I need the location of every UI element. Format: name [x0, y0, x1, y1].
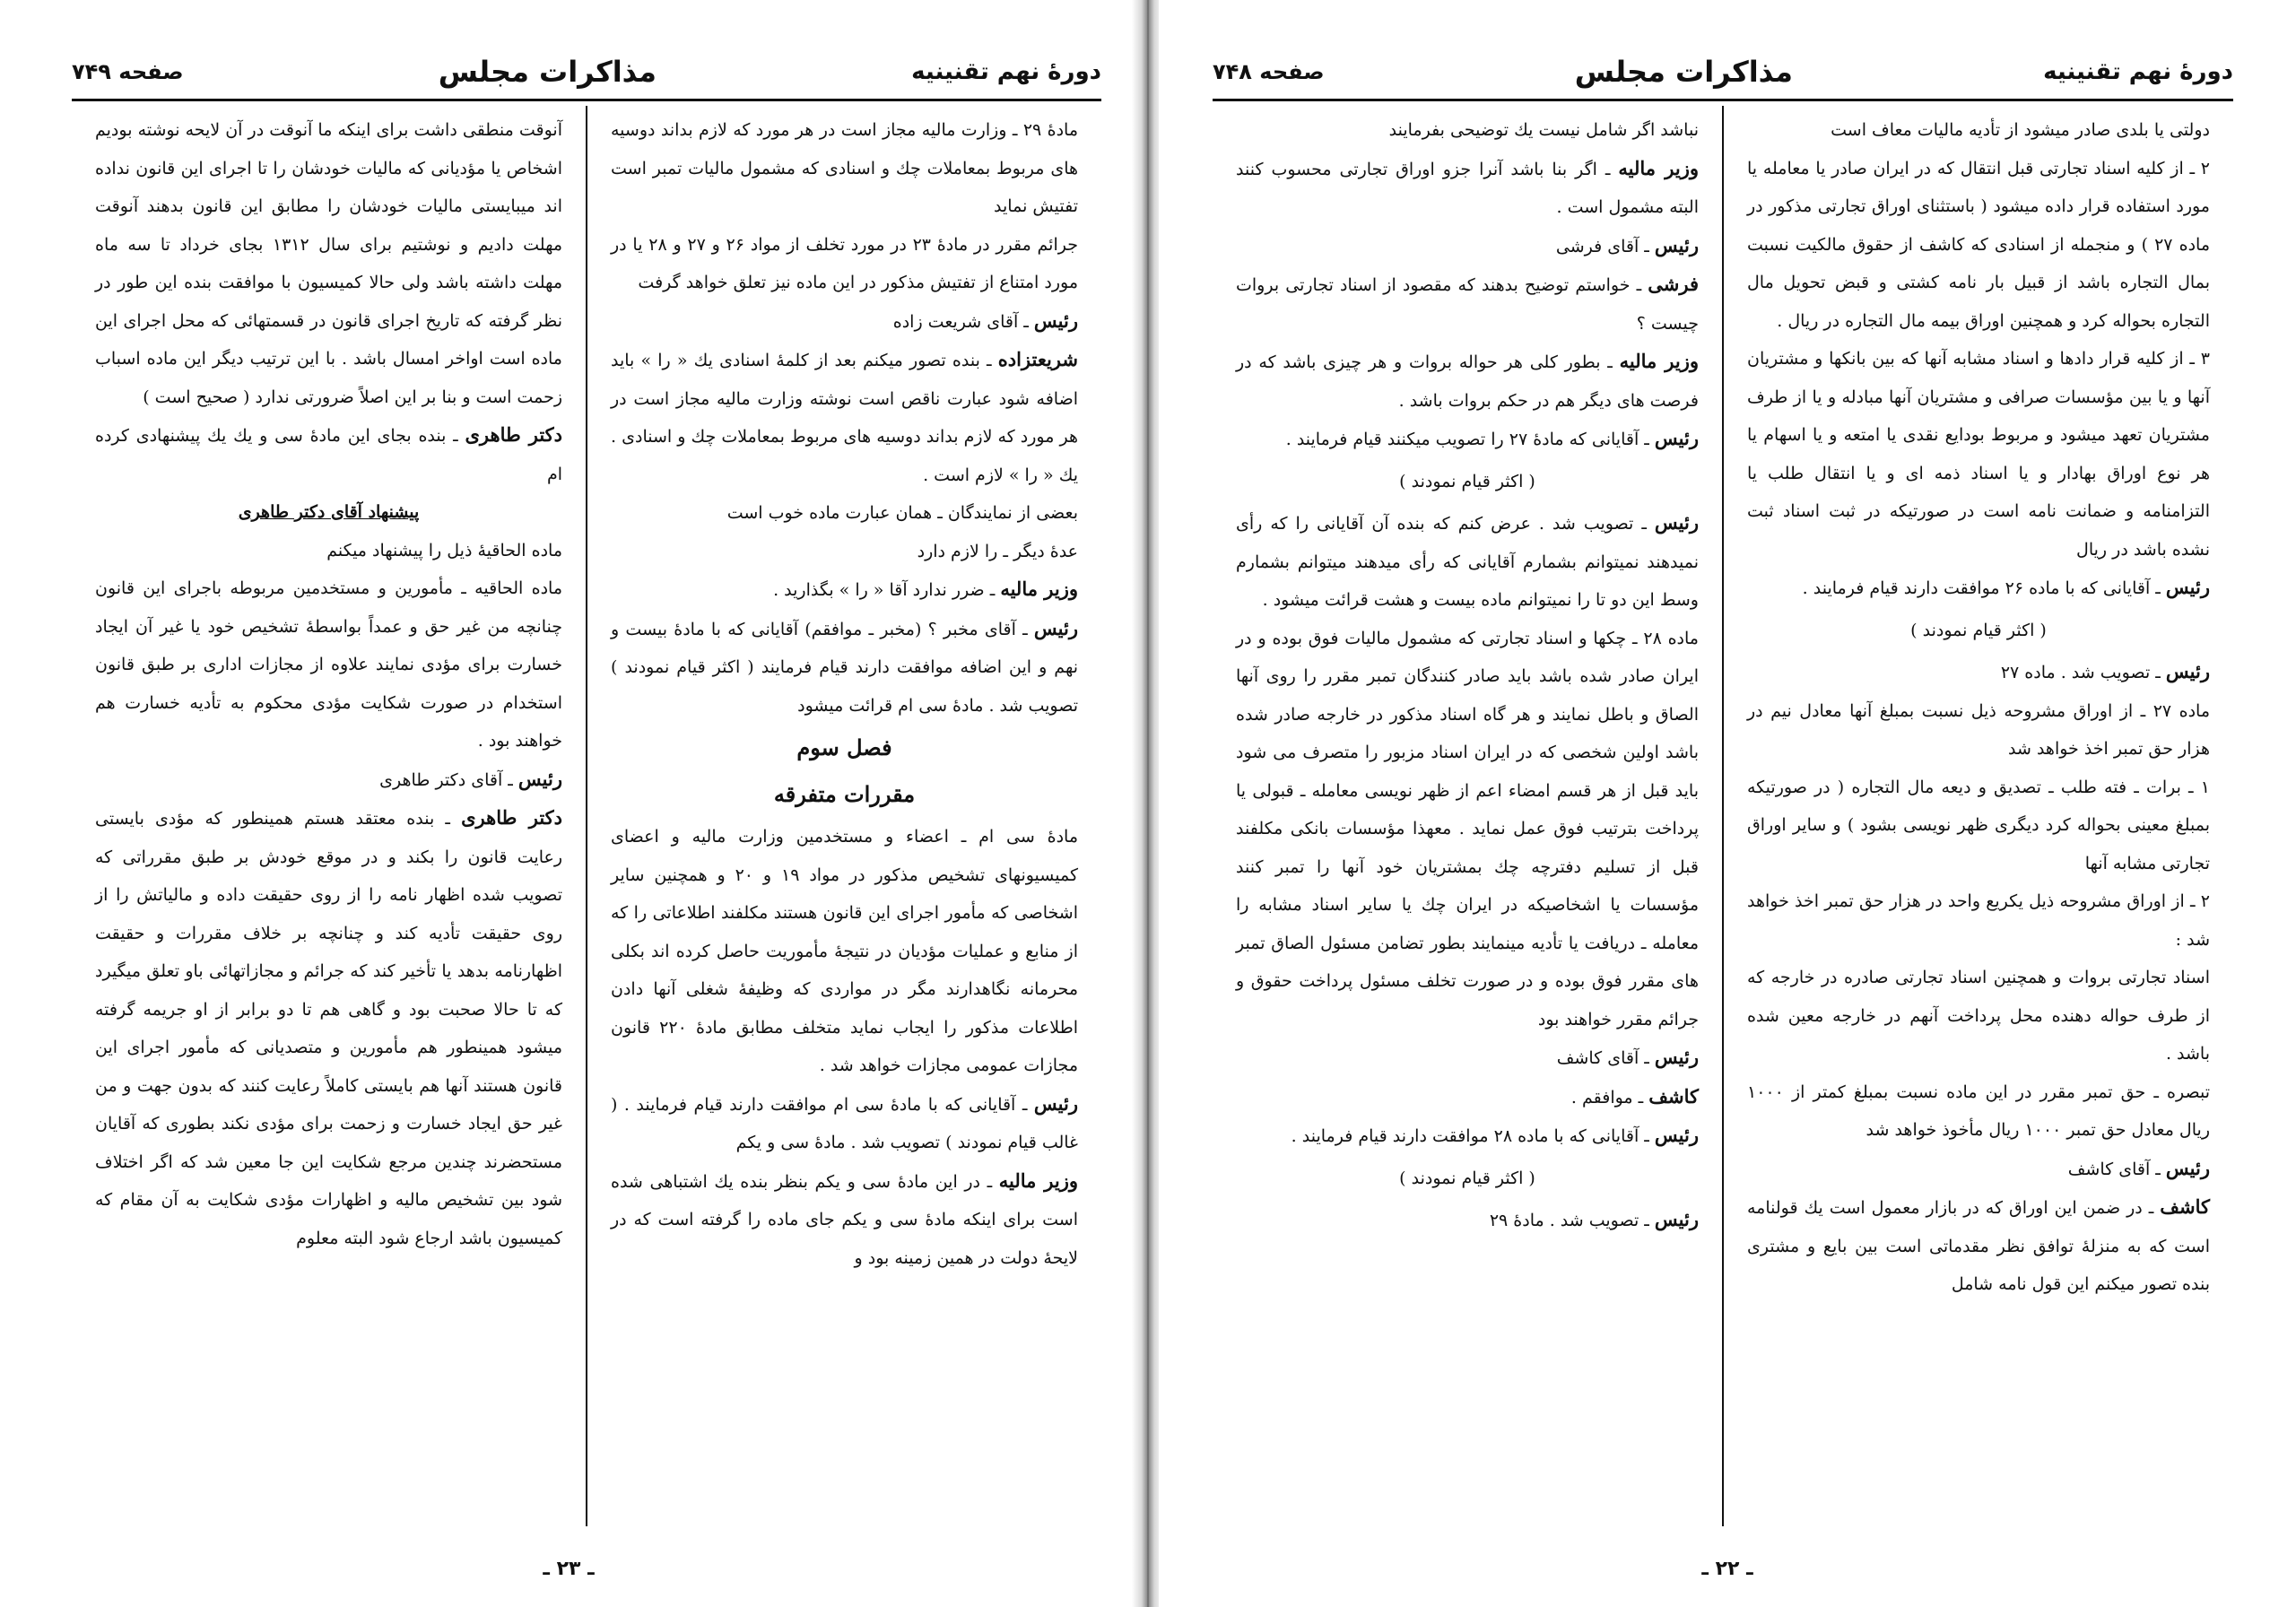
speech-text: ـ اگر بنا باشد آنرا جزو اوراق تجارتی محسوب کنند البته مشمول است . [1236, 159, 1699, 217]
body-paragraph: ۲ ـ از اوراق مشروحه ذیل یکریع واحد در هزار حق تمبر اخذ خواهد شد : [1747, 891, 2210, 950]
speech-text: ـ آقای کاشف [2067, 1159, 2166, 1179]
header-rule [72, 99, 1101, 101]
body-paragraph: مادهٔ ۲۹ ـ وزارت مالیه مجاز است در هر مورد که لازم بداند دوسیه های مربوط بمعاملات چك و اسنادی که مشمول مالیات تمبر است تفتیش نماید [611, 120, 1078, 216]
header-rule [1213, 99, 2233, 101]
vote-result: ( اکثر قیام نمودند ) [1910, 620, 2047, 640]
speech-paragraph [95, 760, 562, 800]
speech-text: ـ تصویب شد . عرض کنم که بنده آن آقایانی را که رأی نمیدهند نمیتوانم بشمارم آقایانی که رأی میدهند میتوانم بشمارم وسط این دو تا را نمیتوانم ماده بیست و هشت قرائت میشود . [1236, 514, 1699, 610]
speaker-name: رئیس [1033, 1091, 1078, 1115]
text-columns [1213, 106, 2233, 1526]
speech-text: ـ بطور کلی هر حواله بروات و هر چیزی باشد که در فرصت های دیگر هم در حکم بروات باشد . [1236, 352, 1699, 411]
body-paragraph: ماده ۲۷ ـ از اوراق مشروحه ذیل نسبت بمبلغ آنها معادل نیم در هزار حق تمبر اخذ خواهد شد [1747, 700, 2211, 759]
session-label: دورهٔ نهم تقنینیه [911, 58, 1101, 85]
speech-text: ـ بنده معتقد هستم همینطور که مؤدی بایستی رعایت قانون را بکند و در موقع خودش بر طبق مقرراتی که تصویب شده اظهار نامه را از روی حقیقت داده و مالیاتش را از روی حقیقت تأدیه کند و چنانچه بر خلاف مقررات و حقیقت اظهارنامه بدهد یا تأخیر کند که جرائم و مجازاتهائی باو تعلق میگیرد که تا حالا صحبت بود و گاهی هم تا دو برابر از او جریمه گرفته میشود همینطور هم مأمورین و متصدیانی که مأمور اجرای این قانون هستند آنها هم بایستی کاملاً رعایت کنند که بدون جهت و من غیر حق ایجاد خسارت و زحمت برای مؤدی نکند بطوری که آقایان مستحضرند چندین مرجع شکایت این جا معین شد که اگر اختلاف شود بین تشخیص مالیه و اظهارات مؤدی شکایت به آن مقام که کمیسیون باشد ارجاع شود البته معلوم [95, 809, 562, 1248]
speech-paragraph [611, 1085, 1078, 1162]
page-footer-number: ـ ۲۳ ـ [543, 1558, 595, 1580]
body-paragraph: تبصره ـ حق تمبر مقرر در این ماده نسبت بمبلغ کمتر از ۱۰۰۰ ریال معادل حق تمبر ۱۰۰۰ ریال مأخوذ خواهد شد [1747, 1081, 2210, 1140]
speech-text: ـ آقایانی که با ماده ۲۶ موافقت دارند قیام فرمایند . [1802, 578, 2166, 598]
speech-paragraph [1236, 227, 1699, 266]
right-page [1159, 0, 2296, 1607]
speech-text: ـ خواستم توضیح بدهند که مقصود از اسناد تجارتی بروات چیست ؟ [1236, 275, 1699, 334]
speech-text: ـ در این مادهٔ سی و یکم بنظر بنده یك اشتباهی شده است برای اینکه مادهٔ سی و یکم جای ماده را گرفته است که در لایحهٔ دولت در همین زمینه بود و [611, 1171, 1078, 1268]
speech-paragraph [1236, 343, 1699, 420]
speaker-name: رئیس [1654, 427, 1699, 449]
proposal-title: پیشنهاد آقای دکتر طاهری [238, 502, 420, 522]
speaker-name: رئیس [2165, 1156, 2210, 1179]
left-column [1213, 106, 1722, 1526]
page-header [1213, 47, 2233, 97]
speech-paragraph [1236, 504, 1699, 620]
right-column [1724, 106, 2233, 1526]
speaker-name: شریعتزاده [997, 348, 1078, 370]
text-columns [72, 106, 1101, 1526]
speaker-name: رئیس [1654, 1208, 1699, 1230]
body-paragraph: آنوقت منطقی داشت برای اینکه ما آنوقت در آن لایحه نوشته بودیم اشخاص یا مؤدیانی که مالیات خودشان را تا اجرای این قانون نداده اند میبایستی مالیات خودشان را مطابق این قانون بدهند آنوقت مهلت دادیم و نوشتیم برای سال ۱۳۱۲ بجای خرداد تا سه ماه مهلت داشته باشد ولی حالا کمیسیون با موافقت بنده این طور در نظر گرفته که تاریخ اجرای قانون در قسمتهائی که محل اجرای این ماده است اواخر امسال باشد . با این ترتیب دیگر این ماده اسباب زحمت است و بنا بر این اصلاً ضرورتی ندارد ( صحیح است ) [95, 120, 563, 407]
body-paragraph: ۲ ـ از کلیه اسناد تجارتی قبل انتقال که در ایران صادر یا معامله یا مورد استفاده قرار داده میشود ( باستثنای اوراق تجارتی مذکور در ماده ۲۷ ) و منجمله از اسنادی که کاشف از حقوق مالکیت نسبت بمال التجاره باشد از قبیل بار نامه کشتی و قبض تحویل مال التجاره بحواله کرد و همچنین اوراق بیمه مال التجاره در ریال . [1747, 158, 2210, 331]
body-paragraph: دولتی یا بلدی صادر میشود از تأدیه مالیات معاف است [1831, 120, 2210, 140]
speech-text: ـ آقای شریعت زاده [892, 311, 1034, 332]
speaker-name: رئیس [1654, 233, 1699, 256]
speaker-name: وزیر مالیه [998, 1168, 1078, 1192]
speech-paragraph [1236, 1078, 1699, 1117]
speaker-name: رئیس [2165, 660, 2210, 682]
vote-result: ( اکثر قیام نمودند ) [1399, 471, 1535, 491]
speech-paragraph [1236, 150, 1699, 227]
speech-text: ـ آقایانی که با مادهٔ سی ام موافقت دارند قیام فرمایند . ( غالب قیام نمودند ) تصویب شد . مادهٔ سی و یکم [611, 1094, 1078, 1152]
journal-title: مذاکرات مجلس [438, 55, 657, 89]
speech-text: ـ بنده بجای این مادهٔ سی و یك یك پیشنهادی کرده ام [95, 426, 562, 484]
body-paragraph: ۱ ـ برات ـ فته طلب ـ تصدیق و دیعه مال التجاره ( در صورتیکه بمبلغ معینی بحواله کرد دیگری ظهر نویسی بشود ) و سایر اوراق تجارتی مشابه آنها [1747, 777, 2210, 873]
speech-text: ـ آقایانی که مادهٔ ۲۷ را تصویب میکنند قیام فرمایند . [1285, 430, 1655, 449]
speech-paragraph [611, 341, 1078, 494]
speech-text: ـ تصویب شد . ماده ۲۷ [2000, 663, 2166, 682]
speech-paragraph [1236, 420, 1699, 459]
speech-text: ـ بنده تصور میکنم بعد از کلمهٔ اسنادی یك « را » باید اضافه شود عبارت ناقص است نوشته وزارت مالیه مجاز است در هر مورد که لازم بداند دوسیه های مربوط بمعاملات چك و اسنادی . یك « را » لازم است . [611, 351, 1078, 485]
body-paragraph: ماده ۲۸ ـ چکها و اسناد تجارتی که مشمول مالیات فوق بوده و در ایران صادر شده باشد باید صادر کنندگان تمبر مقرر را روی آنها الصاق و باطل نمایند و هر گاه اسناد مذکور در خارجه صادر شده باشد اولین شخصی که در ایران اسناد مزبور را متصرف می شود باید قبل از هر قسم امضاء اعم از ظهر نویسی معامله ـ قبولی یا پرداخت بترتیب فوق عمل نماید . معهذا مؤسسات بانکی مکلفند قبل از تسلیم دفترچه چك بمشتریان خود آنها را تمبر کنند مؤسسات یا اشخاصیکه در ایران چك یا سایر اسناد مشابه را معامله ـ دریافت یا تأدیه مینمایند بطور تضامن مسئول الصاق تمبر های مقرر فوق بوده و در صورت تخلف مسئول پرداخت حقوق و جرائم مقرر خواهند بود [1236, 628, 1699, 1029]
speech-paragraph [1236, 265, 1699, 343]
speech-paragraph [611, 302, 1078, 342]
speaker-name: رئیس [1033, 308, 1078, 332]
speaker-name: رئیس [1654, 1046, 1699, 1068]
speech-paragraph [95, 799, 562, 1257]
speaker-name: کاشف [1648, 1084, 1699, 1108]
body-paragraph: عدهٔ دیگر ـ را لازم دارد [917, 541, 1078, 561]
speech-text: ـ آقای فرشی [1555, 236, 1655, 256]
body-paragraph: مادهٔ سی ام ـ اعضاء و مستخدمین وزارت مالیه و اعضای کمیسیونهای تشخیص مذکور در مواد ۱۹ و ۲۰ و همچنین سایر اشخاصی که مأمور اجرای این قانون هستند مکلفند اطلاعاتی را که از منابع و عملیات مؤدیان در نتیجهٔ مأموریت حاصل کرده اند بکلی محرمانه نگاهدارند مگر در مواردی که وظیفهٔ شغلی آنها دادن اطلاعات مذکور را ایجاب نماید متخلف مطابق مادهٔ ۲۲۰ قانون مجازات عمومی مجازات خواهد شد . [611, 827, 1079, 1075]
speech-text: ـ تصویب شد . مادهٔ ۲۹ [1489, 1211, 1655, 1230]
journal-title: مذاکرات مجلس [1574, 55, 1793, 89]
speech-paragraph [1236, 1038, 1699, 1078]
body-paragraph: جرائم مقرر در مادهٔ ۲۳ در مورد تخلف از مواد ۲۶ و ۲۷ و ۲۸ یا در مورد امتناع از تفتیش مذکور در این ماده نیز تعلق خواهد گرفت [611, 234, 1078, 292]
body-paragraph: ۳ ـ از کلیه قرار دادها و اسناد مشابه آنها که بین بانکها و مشتریان آنها و یا بین مؤسسات صرافی و مشتریان آنها مبادله و یا از طرف مشتریان تعهد میشود و مربوط بودایع نقدی یا امتعه و یا اسهام یا هر نوع اوراق بهادار و یا اسناد ذمه ای و یا انتقال طلب یا التزامنامه و ضمانت نامه است در صورتیکه در ثبت اسناد ثبت نشده باشد در ریال [1747, 349, 2210, 560]
section-heading: فصل سوم [796, 734, 892, 760]
speech-text: ـ آقای دکتر طاهری [379, 769, 518, 790]
body-paragraph: بعضی از نمایندگان ـ همان عبارت ماده خوب است [726, 503, 1078, 523]
speech-paragraph [1747, 569, 2210, 608]
left-column [72, 106, 586, 1526]
speech-paragraph [1747, 1188, 2210, 1304]
speech-text: ـ آقای مخبر ؟ (مخبر ـ موافقم) آقایانی که با مادهٔ بیست و نهم و این اضافه موافقت دارند قیام فرمایند ( اکثر قیام نمودند ) تصویب شد . مادهٔ سی ام قرائت میشود [611, 619, 1078, 716]
page-header [72, 47, 1101, 97]
speech-paragraph [611, 1162, 1078, 1278]
body-paragraph: اسناد تجارتی بروات و همچنین اسناد تجارتی صادره در خارجه که از طرف حواله دهنده محل پرداخت آنهم در خارجه معین شده باشد . [1747, 968, 2210, 1064]
page-number-label: صفحه ۷۴۹ [72, 59, 184, 84]
speech-paragraph [1747, 653, 2210, 692]
body-paragraph: نباشد اگر شامل نیست یك توضیحی بفرمایند [1388, 120, 1699, 140]
speaker-name: دکتر طاهری [461, 806, 562, 829]
speaker-name: کاشف [2160, 1195, 2210, 1218]
speaker-name: رئیس [1654, 1124, 1699, 1146]
speech-paragraph [611, 610, 1078, 725]
speech-text: ـ آقایانی که با ماده ۲۸ موافقت دارند قیام فرمایند . [1291, 1126, 1655, 1146]
speech-text: ـ آقای کاشف [1556, 1048, 1655, 1068]
speech-text: ـ در ضمن این اوراق که در بازار معمول است یك قولنامه است که به منزلهٔ توافق نظر مقدماتی است بین بایع و مشتری بنده تصور میکنم این قول نامه شامل [1747, 1198, 2210, 1294]
page-footer-number: ـ ۲۲ ـ [1701, 1558, 1753, 1580]
speaker-name: دکتر طاهری [465, 423, 563, 446]
section-heading: مقررات متفرقه [773, 781, 916, 807]
speaker-name: وزیر مالیه [1618, 156, 1699, 179]
left-page [0, 0, 1137, 1607]
vote-result: ( اکثر قیام نمودند ) [1399, 1168, 1535, 1188]
speaker-name: رئیس [2165, 576, 2210, 598]
right-column [587, 106, 1101, 1526]
body-paragraph: ماده الحاقیه ـ مأمورین و مستخدمین مربوطه باجرای این قانون چنانچه من غیر حق و عمداً بواسطهٔ تشخیص خود یا غیر آن ایجاد خسارت برای مؤدی نمایند علاوه از مجازات اداری بر طبق قانون استخدام در صورت شکایت مؤدی محکوم به تأدیه خسارت هم خواهند بود . [95, 578, 562, 751]
body-paragraph: ماده الحاقیهٔ ذیل را پیشنهاد میکنم [326, 540, 562, 560]
speaker-name: فرشی [1648, 273, 1699, 295]
speech-text: ـ ضرر ندارد آقا « را » بگذارید . [773, 580, 1001, 600]
speech-paragraph [1236, 1116, 1699, 1156]
speaker-name: وزیر مالیه [1000, 578, 1078, 600]
page-number-label: صفحه ۷۴۸ [1213, 59, 1325, 84]
speech-paragraph [95, 416, 562, 493]
speaker-name: رئیس [1654, 511, 1699, 534]
speech-paragraph [1236, 1201, 1699, 1240]
speaker-name: وزیر مالیه [1619, 350, 1700, 372]
speaker-name: رئیس [517, 767, 562, 790]
speaker-name: رئیس [1033, 616, 1078, 639]
speech-paragraph [611, 570, 1078, 610]
speech-text: ـ موافقم . [1570, 1087, 1649, 1108]
session-label: دورهٔ نهم تقنینیه [2043, 58, 2233, 85]
speech-paragraph [1747, 1150, 2210, 1189]
